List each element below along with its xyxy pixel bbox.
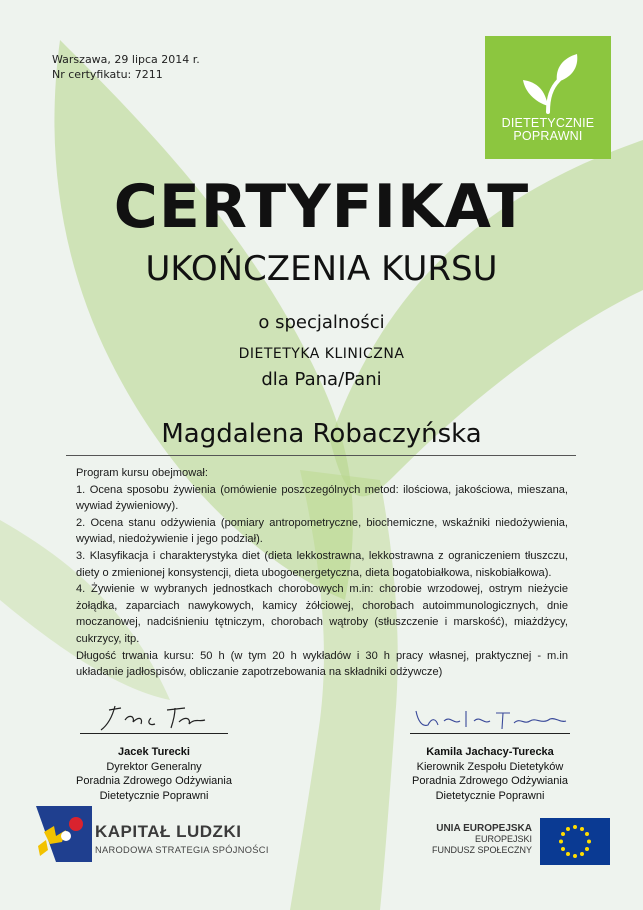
signer-org2-right: Dietetycznie Poprawni <box>435 789 545 802</box>
signer-org2-left: Dietetycznie Poprawni <box>99 789 209 802</box>
certificate-number: Nr certyfikatu: 7211 <box>52 68 163 81</box>
signer-name-left: Jacek Turecki <box>118 746 190 758</box>
signer-role-right: Kierownik Zespołu Dietetyków <box>416 760 564 773</box>
kapital-ludzki-logo-icon <box>36 802 92 866</box>
name-divider <box>66 455 576 456</box>
for-whom: dla Pana/Pani <box>261 369 382 390</box>
logo-text-line1: DIETETYCZNIE <box>501 116 595 130</box>
recipient-name: Magdalena Robaczyńska <box>161 419 482 449</box>
signer-name-right: Kamila Jachacy-Turecka <box>426 746 554 758</box>
program-item: 1. Ocena sposobu żywienia (omówienie poszczególnych metod: ilościowa, jakościowa, mieszana, wywiad żywieniowy). <box>76 483 568 513</box>
program-item: 2. Ocena stanu odżywienia (pomiary antropometryczne, biochemiczne, wskaźniki niedożywienia, wywiad, niedożywienie i jego podział). <box>76 516 568 546</box>
signer-org1-right: Poradnia Zdrowego Odżywiania <box>412 775 568 787</box>
signature-right <box>380 745 600 803</box>
kapital-ludzki-subtitle: NARODOWA STRATEGIA SPÓJNOŚCI <box>95 845 269 855</box>
eu-line3: FUNDUSZ SPOŁECZNY <box>431 845 532 855</box>
kapital-ludzki-title: KAPITAŁ LUDZKI <box>95 822 242 841</box>
signature-line-right <box>410 733 570 734</box>
signature-right-handwriting <box>410 703 570 733</box>
place-date: Warszawa, 29 lipca 2014 r. <box>52 53 200 66</box>
program-description <box>76 465 568 681</box>
specialty-name: DIETETYKA KLINICZNA <box>238 346 405 362</box>
signer-org1-left: Poradnia Zdrowego Odżywiania <box>76 775 232 787</box>
eu-line1: UNIA EUROPEJSKA <box>436 823 532 834</box>
signature-left <box>44 745 264 803</box>
signature-left-handwriting <box>95 700 215 734</box>
eu-stars-icon <box>540 818 610 865</box>
header-meta <box>52 52 200 82</box>
program-item: 4. Żywienie w wybranych jednostkach chorobowych m.in: chorobie wrzodowej, ostrym nieżycie żołądka, zaparciach nawykowych, kamicy żółciowej, chorobach autoimmunologicznych, dnie moczanowej, nadciśnieniu tętniczym, chorobach wątroby (stłuszczenie i marskość), miażdżycy, cukrzycy, itp. <box>76 583 568 645</box>
signer-role-left: Dyrektor Generalny <box>106 760 202 773</box>
program-duration: Długość trwania kursu: 50 h (w tym 20 h wykładów i 30 h pracy własnej, praktycznej - m.in układanie jadłospisów, obliczanie zapotrzebowania na składniki odżywcze) <box>76 649 568 679</box>
eu-fund-text <box>420 823 532 856</box>
program-heading: Program kursu obejmował: <box>76 467 208 479</box>
signature-line-left <box>80 733 228 734</box>
eu-line2: EUROPEJSKI <box>474 834 532 844</box>
logo-text-line2: POPRAWNI <box>513 129 583 143</box>
dietetycznie-poprawni-logo <box>485 36 611 159</box>
program-item: 3. Klasyfikacja i charakterystyka diet (dieta lekkostrawna, lekkostrawna z ograniczeniem tłuszczu, diety o zmienionej konsystencji, dieta ubogoenergetyczna, dieta bogatobiałkowa, niskobiałkowa). <box>76 549 568 579</box>
certificate-subtitle: UKOŃCZENIA KURSU <box>145 249 498 289</box>
eu-flag-icon <box>540 818 610 865</box>
specialty-intro: o specjalności <box>258 312 385 333</box>
certificate-title: CERTYFIKAT <box>113 172 530 242</box>
